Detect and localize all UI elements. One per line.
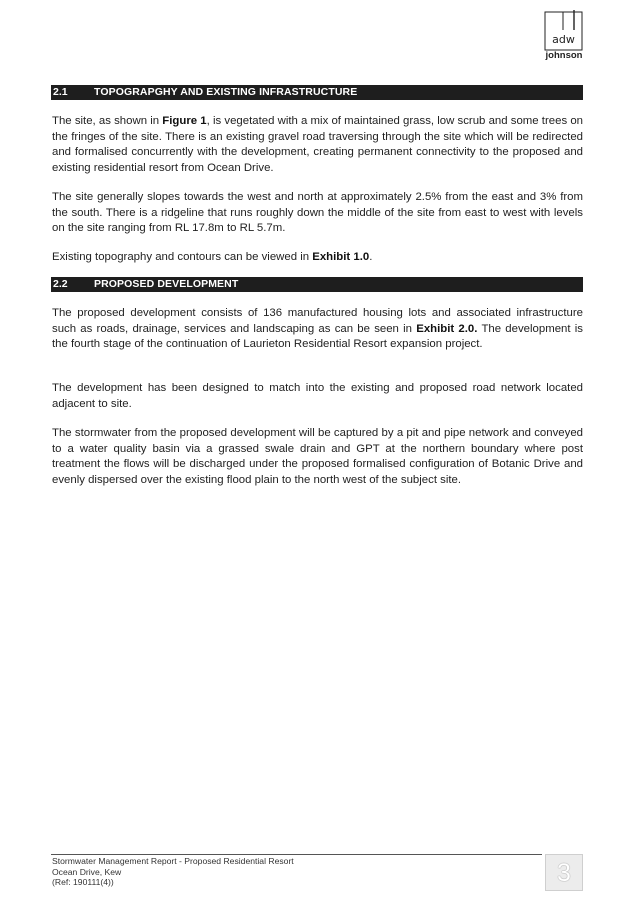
exhibit-reference: Exhibit 1.0 <box>312 251 370 263</box>
section-title: TOPOGRAPGHY AND EXISTING INFRASTRUCTURE <box>94 86 358 98</box>
footer-report-title: Stormwater Management Report - Proposed Residential Resort <box>52 856 294 866</box>
text-run: The site, as shown in <box>52 115 163 127</box>
logo-name: johnson <box>545 50 583 61</box>
paragraph-proposed-development <box>52 306 583 353</box>
paragraph-road-network: The development has been designed to match into the existing and proposed road network located adjacent to site. <box>52 382 583 410</box>
section-title: PROPOSED DEVELOPMENT <box>94 278 239 290</box>
footer-ref: (Ref: 190111(4)) <box>52 877 114 887</box>
logo-mark-text: adw <box>552 33 575 46</box>
section-heading-2-1 <box>51 85 583 100</box>
text-run: The development is the fourth stage of the continuation of Laurieton Residential Resort expansion project. <box>52 322 583 350</box>
footer-location: Ocean Drive, Kew <box>52 866 122 877</box>
footer-reference <box>52 856 352 888</box>
paragraph-slopes: The site generally slopes towards the west and north at approximately 2.5% from the east and 3% from the south. There is a ridgeline that runs roughly down the middle of the site from east to west with levels on the site ranging from RL 17.8m to RL 5.7m. <box>52 191 583 234</box>
text-run: . <box>369 251 373 263</box>
section-heading-2-2 <box>51 277 583 292</box>
exhibit-reference: Exhibit 2.0. <box>416 322 478 335</box>
company-logo <box>541 8 587 64</box>
text-run: The proposed development consists of 136 manufactured housing lots and associated infrastructure such as roads, drainage, services and landscaping as can be seen in <box>52 307 583 335</box>
section-number: 2.2 <box>53 278 68 290</box>
paragraph-stormwater: The stormwater from the proposed development will be captured by a pit and pipe network and conveyed to a water quality basin via a grassed swale drain and GPT at the northern boundary where post treatment the flows will be discharged under the proposed formalised configuration of Botanic Drive and evenly dispersed over the existing flood plain to the north west of the subject site. <box>52 427 583 486</box>
footer-divider <box>51 854 542 855</box>
paragraph-site-description <box>52 114 583 176</box>
figure-reference: Figure 1 <box>162 115 207 127</box>
text-run: , is vegetated with a mix of maintained grass, low scrub and some trees on the fringes of the site. There is an existing gravel road traversing through the site which will be redirected and formalised concurrently with the development, creating permanent connectivity to the proposed and existing residential resort from Ocean Drive. <box>52 115 583 174</box>
paragraph-topography <box>52 250 583 266</box>
text-run: Existing topography and contours can be viewed in <box>52 251 313 263</box>
page-number: 3 <box>545 854 583 891</box>
section-number: 2.1 <box>53 86 68 98</box>
